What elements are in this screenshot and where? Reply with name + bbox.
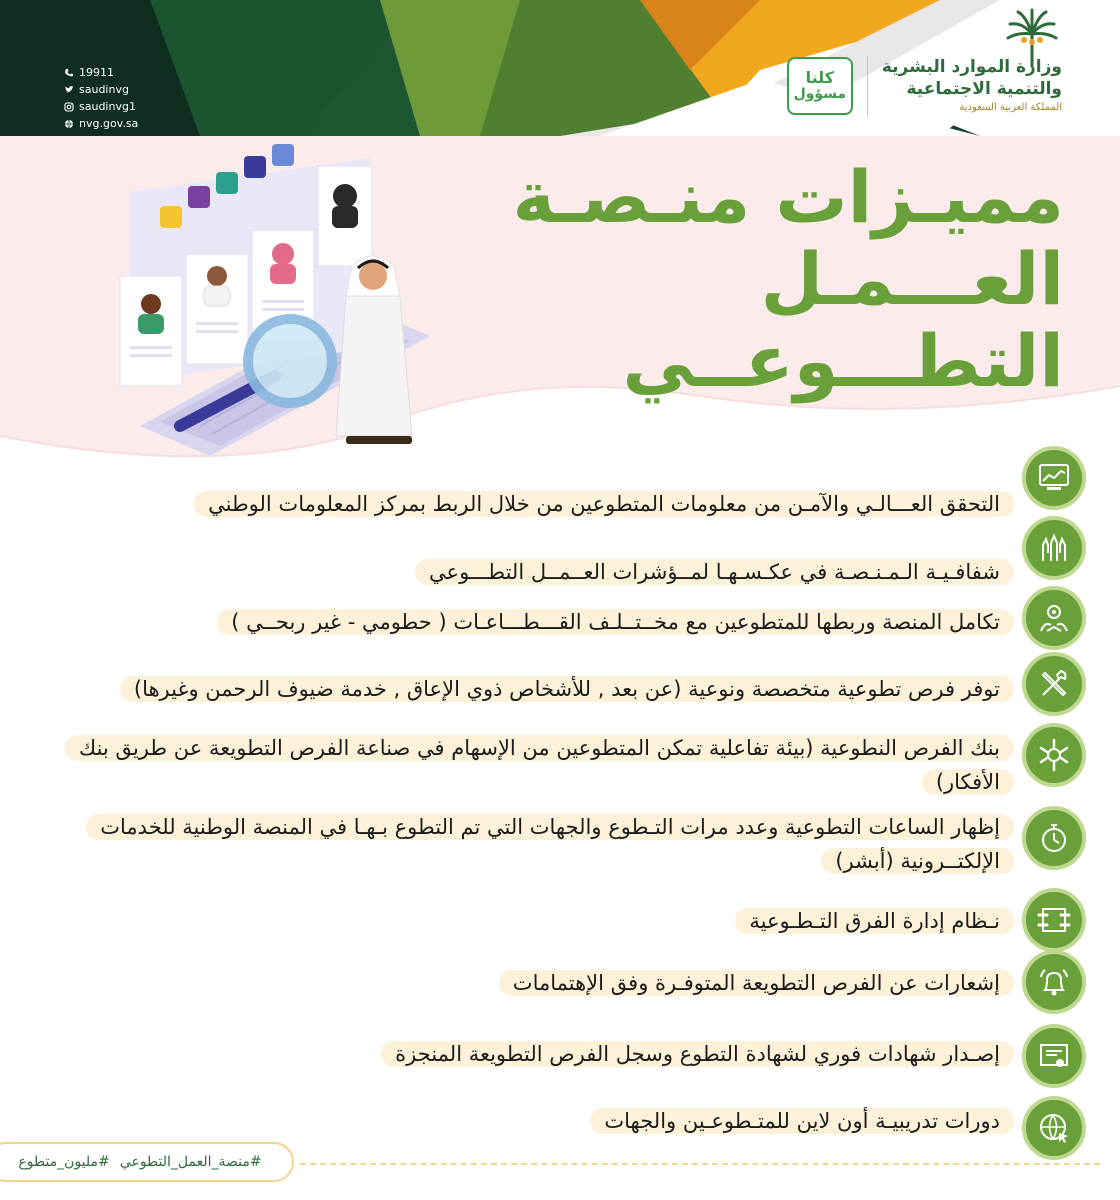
feature-text: إشعارات عن الفرص التطويعة المتوفـرة وفق الإهتمامات [114, 966, 1014, 1000]
feature-icon-badge [1022, 652, 1086, 716]
contact-list [64, 64, 138, 132]
ministry-line3: المملكة العربية السعودية [959, 102, 1062, 113]
phone-icon [64, 68, 74, 78]
feature-text: توفر فرص تطوعية متخصصة ونوعية (عن بعد , للأشخاص ذوي الإعاق , خدمة ضيوف الرحمن وغيرها) [34, 672, 1014, 706]
feature-icon-badge [1022, 446, 1086, 510]
globe-icon [64, 119, 74, 129]
volunteer-illustration [100, 136, 520, 466]
hero-section [0, 136, 1120, 466]
header-banner [0, 0, 1120, 136]
tools-icon [1037, 667, 1071, 701]
feature-text: شفافـيـة الـمـنـصـة في عكـسـهـا لمــؤشرات العــمــل التطـــوعي [114, 555, 1014, 589]
contact-instagram[interactable] [64, 98, 138, 115]
team-hands-icon [1037, 903, 1071, 937]
dashboard-icon [1037, 461, 1071, 495]
raised-hands-icon [1037, 531, 1071, 565]
feature-text: نـظام إدارة الفرق التـطـوعية [114, 904, 1014, 938]
slogan-line1: كلنا [805, 68, 835, 87]
feature-icon-badge [1022, 586, 1086, 650]
contact-website[interactable] [64, 115, 138, 132]
brand-divider [867, 56, 868, 116]
feature-text: التحقق العـــالـي والآمـن من معلومات المتطوعين من خلال الربط بمركز المعلومات الوطني [114, 487, 1014, 521]
feature-icon-badge [1022, 950, 1086, 1014]
feature-text: تكامل المنصة وربطها للمتطوعين مع مخــتــلـف القـــطـــاعـات ( حطومي - غير ربحــي ) [114, 605, 1014, 639]
feature-text: إصـدار شهادات فوري لشهادة التطوع وسجل الفرص التطويعة المنجزة [114, 1037, 1014, 1071]
feature-text: دورات تدريبيـة أون لاين للمتـطوعـين والجهات [114, 1104, 1014, 1138]
instagram-handle: saudinvg1 [79, 100, 136, 113]
twitter-icon [64, 85, 74, 95]
feature-icon-badge [1022, 723, 1086, 787]
contact-phone[interactable] [64, 64, 138, 81]
team-gears-icon [1037, 601, 1071, 635]
feature-icon-badge [1022, 888, 1086, 952]
hashtag-pill [0, 1142, 294, 1182]
contact-twitter[interactable] [64, 81, 138, 98]
page-title [464, 156, 1064, 402]
handshake-circle-icon [1037, 738, 1071, 772]
feature-text: إظهار الساعات التطوعية وعدد مرات التـطوع والجهات التي تم التطوع بـهـا في المنصة الوطنية للخدمات الإلكتــرونية (أبشر) [94, 810, 1014, 878]
slogan-line2: مسؤول [793, 86, 847, 102]
ministry-brand [787, 56, 1062, 116]
phone-number: 19911 [79, 66, 114, 79]
stopwatch-icon [1037, 821, 1071, 855]
website-url: nvg.gov.sa [79, 117, 139, 130]
ministry-name [882, 56, 1062, 116]
footer-divider [300, 1163, 1100, 1165]
feature-icon-badge [1022, 516, 1086, 580]
feature-text: بنك الفرص النطوعية (بيئة تفاعلية تمكن المتطوعين من الإسهام في صناعة الفرص التطويعة عن طريق بنك الأفكار) [54, 731, 1014, 799]
bell-icon [1037, 965, 1071, 999]
feature-icon-badge [1022, 1024, 1086, 1088]
feature-icon-badge [1022, 806, 1086, 870]
title-line2: العـــمـل [760, 237, 1064, 321]
ministry-line2: والتنمية الاجتماعية [906, 79, 1062, 99]
instagram-icon [64, 102, 74, 112]
twitter-handle: saudinvg [79, 83, 129, 96]
title-line1: مميـزات منـصـة [512, 155, 1064, 239]
hashtag-million-volunteers[interactable]: #مليون_متطوع [18, 1154, 110, 1170]
title-line3: التطـــوعــي [622, 319, 1064, 403]
footer [0, 1140, 1120, 1200]
certificate-icon [1037, 1039, 1071, 1073]
hashtag-platform[interactable]: #منصة_العمل_التطوعي [119, 1154, 262, 1170]
slogan-badge [787, 57, 853, 115]
ministry-line1: وزارة الموارد البشرية [881, 57, 1062, 77]
